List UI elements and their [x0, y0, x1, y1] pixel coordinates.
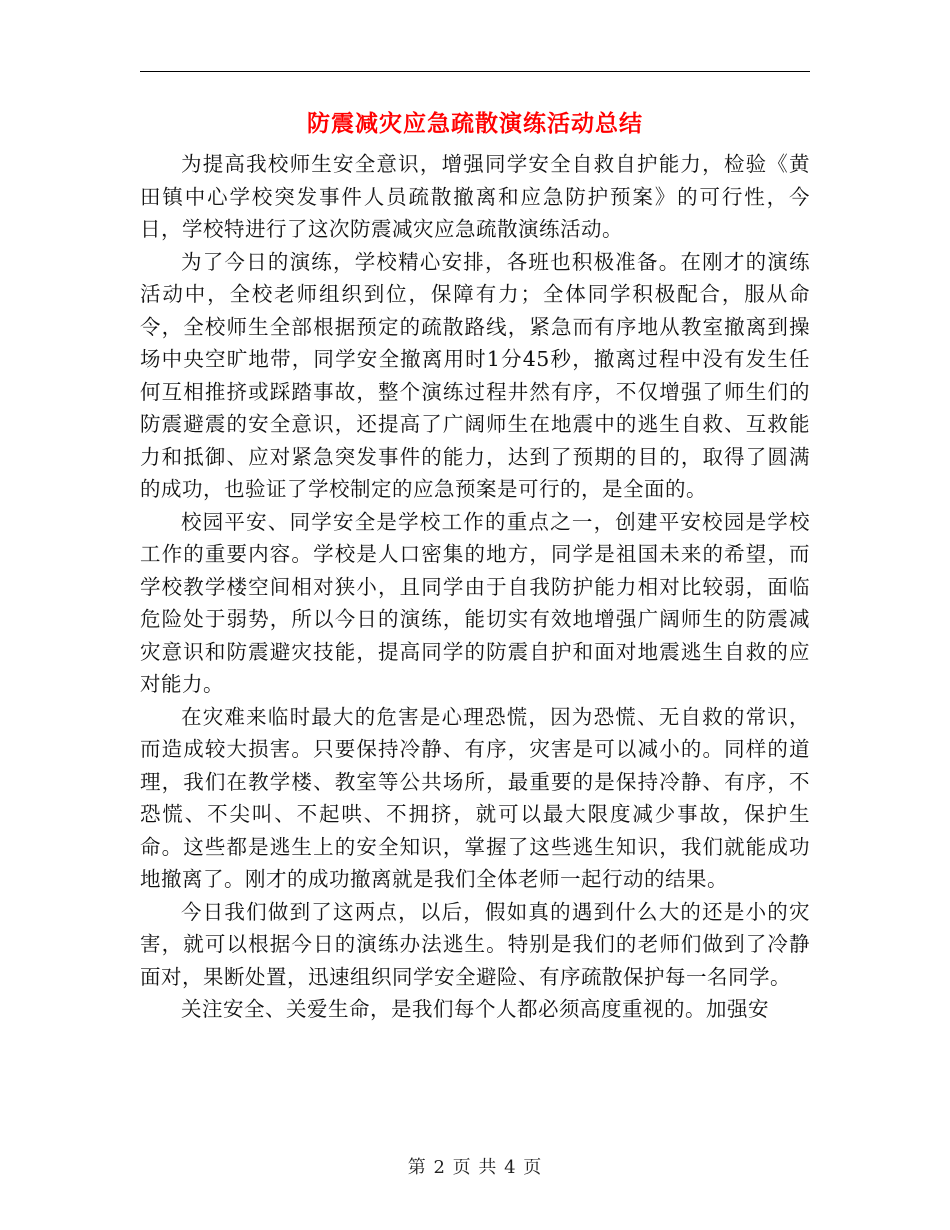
paragraph: 今日我们做到了这两点，以后，假如真的遇到什么大的还是小的灾害，就可以根据今日的演练办法逃生。特别是我们的老师们做到了冷静面对，果断处置，迅速组织同学安全避险、有序疏散保护每一名同学。 [140, 899, 810, 989]
paragraph: 关注安全、关爱生命，是我们每个人都必须高度重视的。加强安 [181, 997, 769, 1021]
paragraph: 为了今日的演练，学校精心安排，各班也积极准备。在刚才的演练活动中，全校老师组织到位，保障有力；全体同学积极配合，服从命令，全校师生全部根据预定的疏散路线，紧急而有序地从教室撤离到操场中央空旷地带，同学安全撤离用时1分45秒，撤离过程中没有发生任何互相推挤或踩踏事故，整个演练过程井然有序，不仅增强了师生们的防震避震的安全意识，还提高了广阔师生在地震中的逃生自救、互救能力和抵御、应对紧急突发事件的能力，达到了预期的目的，取得了圆满的成功，也验证了学校制定的应急预案是可行的，是全面的。 [140, 249, 810, 501]
page-footer: 第 2 页 共 4 页 [407, 1157, 543, 1178]
document-title: 防震减灾应急疏散演练活动总结 [307, 110, 643, 137]
document-body [140, 148, 810, 1026]
paragraph: 为提高我校师生安全意识，增强同学安全自救自护能力，检验《黄田镇中心学校突发事件人员疏散撤离和应急防护预案》的可行性，今日，学校特进行了这次防震减灾应急疏散演练活动。 [140, 152, 810, 241]
paragraph: 校园平安、同学安全是学校工作的重点之一，创建平安校园是学校工作的重要内容。学校是人口密集的地方，同学是祖国未来的希望，而学校教学楼空间相对狭小，且同学由于自我防护能力相对比较弱，面临危险处于弱势，所以今日的演练，能切实有效地增强广阔师生的防震减灾意识和防震避灾技能，提高同学的防震自护和面对地震逃生自救的应对能力。 [140, 509, 810, 696]
header-rule [140, 71, 810, 72]
paragraph: 在灾难来临时最大的危害是心理恐慌，因为恐慌、无自救的常识，而造成较大损害。只要保持冷静、有序，灾害是可以减小的。同样的道理，我们在教学楼、教室等公共场所，最重要的是保持冷静、有序，不恐慌、不尖叫、不起哄、不拥挤，就可以最大限度减少事故，保护生命。这些都是逃生上的安全知识，掌握了这些逃生知识，我们就能成功地撤离了。刚才的成功撤离就是我们全体老师一起行动的结果。 [140, 704, 810, 891]
